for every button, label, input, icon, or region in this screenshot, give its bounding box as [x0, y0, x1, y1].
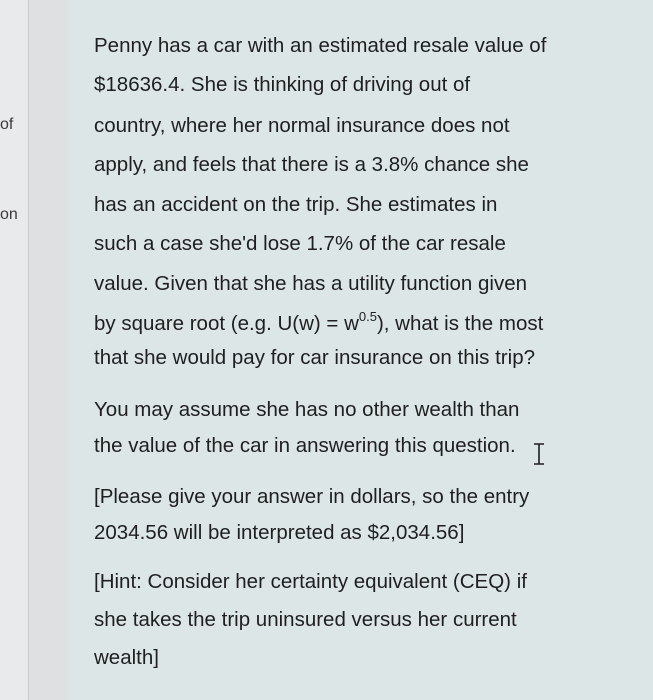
text-cursor-icon — [532, 443, 546, 465]
question-line-8 — [94, 309, 544, 336]
question-line-6: such a case she'd lose 1.7% of the car resale — [94, 232, 506, 255]
question-line-2: $18636.4. She is thinking of driving out of — [94, 73, 471, 96]
question-line-4: apply, and feels that there is a 3.8% chance she — [94, 153, 529, 176]
utility-exponent: 0.5 — [358, 309, 377, 324]
assumption-line-2: the value of the car in answering this question. — [94, 434, 516, 457]
question-line-9: that she would pay for car insurance on this trip? — [94, 346, 535, 369]
question-line-3: country, where her normal insurance does not — [94, 114, 510, 137]
utility-text-pre: by square root (e.g. U(w) = w — [94, 312, 359, 335]
hint-line-1: [Hint: Consider her certainty equivalent (CEQ) if — [94, 570, 527, 593]
hint-line-3: wealth] — [94, 646, 159, 669]
assumption-line-1: You may assume she has no other wealth than — [94, 398, 520, 421]
question-panel — [68, 0, 653, 700]
left-fragment-of: of — [0, 116, 14, 133]
question-line-1: Penny has a car with an estimated resale value of — [94, 34, 547, 57]
left-fragment-on: on — [0, 206, 18, 223]
question-line-7: value. Given that she has a utility function given — [94, 272, 528, 295]
question-line-5: has an accident on the trip. She estimates in — [94, 193, 498, 216]
utility-text-post: ), what is the most — [376, 312, 544, 335]
left-sidebar-strip — [0, 0, 29, 700]
instruction-line-1: [Please give your answer in dollars, so the entry — [94, 485, 530, 508]
hint-line-2: she takes the trip uninsured versus her current — [94, 608, 517, 631]
instruction-line-2: 2034.56 will be interpreted as $2,034.56] — [94, 521, 465, 544]
